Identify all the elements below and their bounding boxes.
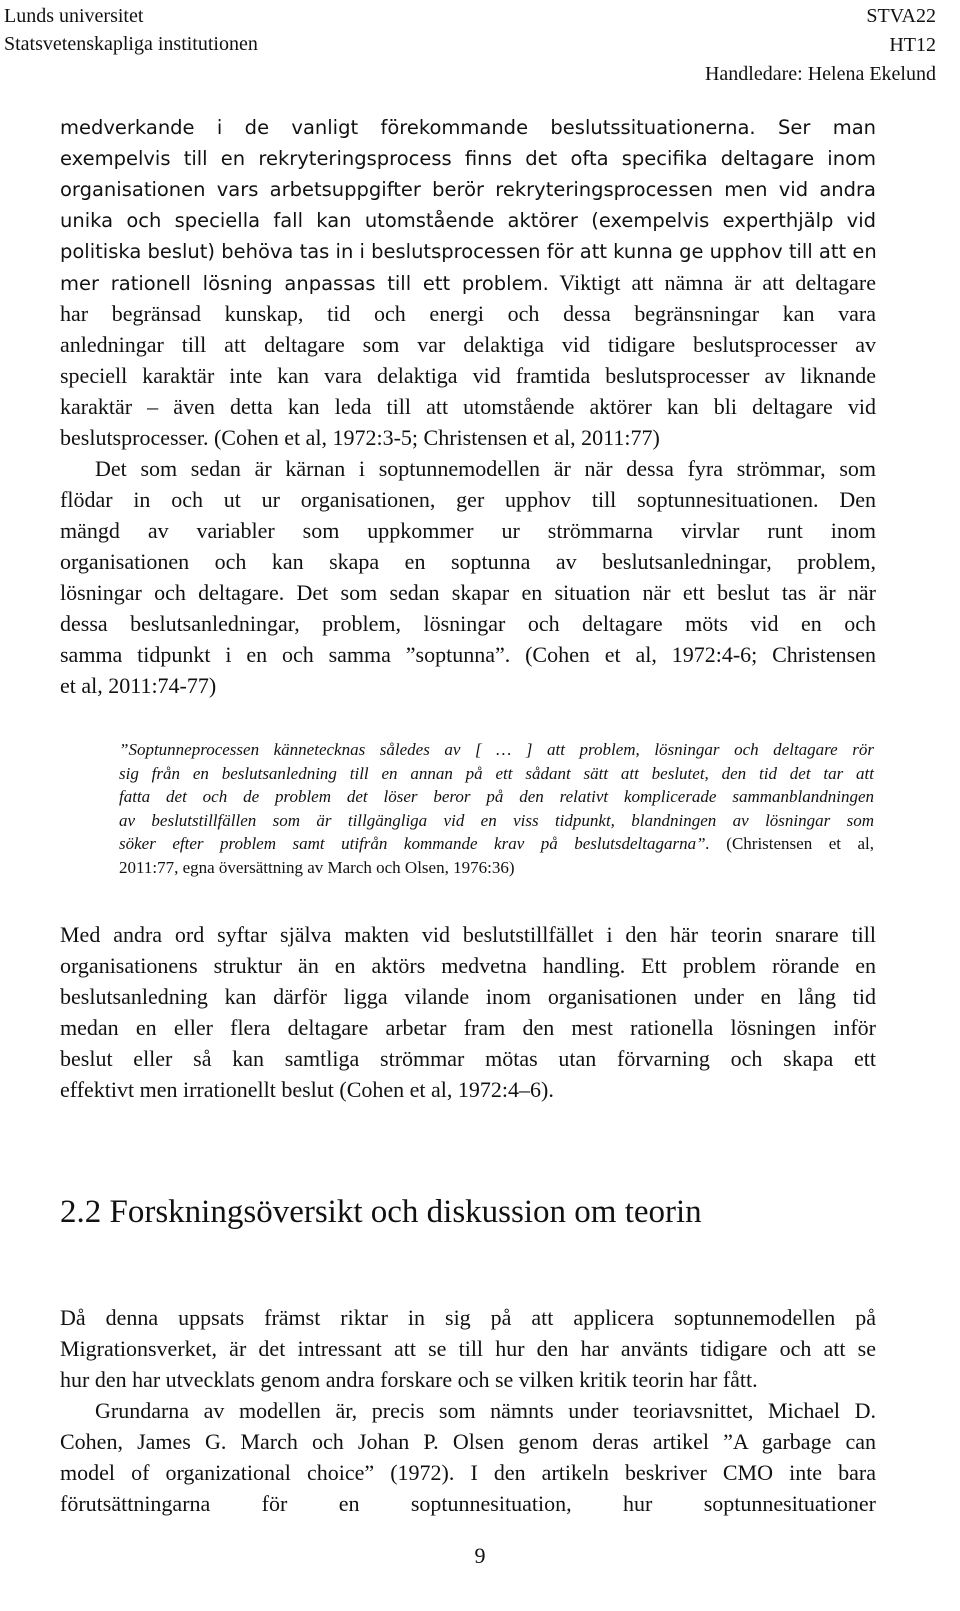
text-line: effektivt men irrationellt beslut (Cohen et al, 1972:4–6). — [60, 1077, 554, 1102]
text-line: organisationens struktur än en aktörs medvetna handling. Ett problem rörande en — [60, 953, 876, 978]
quote-text: ”Soptunneprocessen kännetecknas således av [ … ] att problem, lösningar och deltagare rör — [119, 740, 874, 759]
text-line: et al, 2011:74-77) — [60, 673, 217, 698]
text-line: unika och speciella fall kan utomstående aktörer (exempelvis experthjälp vid — [60, 209, 876, 232]
text-line: samma tidpunkt i en och samma ”soptunna”. (Cohen et al, 1972:4-6; Christensen — [60, 642, 876, 667]
paragraph-1 — [60, 112, 876, 453]
department-name: Statsvetenskapliga institutionen — [4, 33, 258, 55]
text-line: mängd av variabler som uppkommer ur strömmarna virvlar runt inom — [60, 518, 876, 543]
paragraph-5 — [60, 1395, 876, 1519]
quote-text: av beslutstillfällen som är tillgängliga vid en viss tidpunkt, blandningen av lösningar som — [119, 810, 874, 830]
page-number: 9 — [474, 1543, 486, 1568]
quote-line — [119, 785, 874, 809]
quote-line — [119, 738, 874, 762]
block-quote — [119, 738, 874, 879]
header-right — [705, 2, 936, 89]
text-line: Migrationsverket, är det intressant att se till hur den har använts tidigare och att se — [60, 1336, 876, 1361]
text-line: Med andra ord syftar själva makten vid beslutstillfället i den här teorin snarare till — [60, 922, 876, 947]
text-line: beslut eller så kan samtliga strömmar mötas utan förvarning och skapa ett — [60, 1046, 876, 1071]
quote-line — [119, 809, 874, 833]
text-line: speciell karaktär inte kan vara delaktiga vid framtida beslutsprocesser av liknande — [60, 363, 876, 388]
section-heading: 2.2 Forskningsöversikt och diskussion om teorin — [60, 1194, 702, 1230]
text-line: beslutsanledning kan därför ligga vilande inom organisationen under en lång tid — [60, 984, 876, 1009]
text-line: Då denna uppsats främst riktar in sig på att applicera soptunnemodellen på — [60, 1305, 876, 1330]
text-line: exempelvis till en rekryteringsprocess finns det ofta specifika deltagare inom — [60, 147, 876, 170]
header-left — [4, 2, 258, 58]
text-line: politiska beslut) behöva tas in i beslutsprocessen för att kunna ge upphov till att en — [60, 240, 877, 263]
term: HT12 — [889, 34, 936, 56]
text-line: flödar in och ut ur organisationen, ger upphov till soptunnesituationen. Den — [60, 487, 876, 512]
text-segment-serif: Viktigt att nämna är att deltagare — [548, 270, 876, 295]
text-line: organisationen och kan skapa en soptunna av beslutsanledningar, problem, — [60, 549, 876, 574]
text-line: organisationen vars arbetsuppgifter berör rekryteringsprocessen men vid andra — [60, 178, 876, 201]
quote-text: söker efter problem samt utifrån kommande krav på beslutsdeltagarna”. — [119, 834, 710, 853]
quote-line — [119, 762, 874, 786]
supervisor: Handledare: Helena Ekelund — [704, 63, 936, 85]
quote-citation: (Christensen et al, — [709, 834, 874, 853]
quote-text: fatta det och de problem det löser beror på den relativt komplicerade sammanblandningen — [119, 787, 874, 806]
text-line: anledningar till att deltagare som var delaktiga vid tidigare beslutsprocesser av — [60, 332, 876, 357]
text-line: har begränsad kunskap, tid och energi och dessa begränsningar kan vara — [60, 301, 876, 326]
university-name: Lunds universitet — [4, 5, 144, 27]
paragraph-3 — [60, 919, 876, 1105]
page-header — [0, 0, 960, 100]
quote-line — [119, 832, 874, 856]
text-line-mixed — [60, 267, 876, 298]
document-body — [60, 112, 876, 1519]
text-line: förutsättningarna för en soptunnesituation, hur soptunnesituationer — [60, 1491, 876, 1516]
paragraph-2 — [60, 453, 876, 701]
paragraph-4 — [60, 1302, 876, 1395]
quote-citation-line: 2011:77, egna översättning av March och Olsen, 1976:36) — [119, 857, 515, 877]
text-line: Det som sedan är kärnan i soptunnemodellen är när dessa fyra strömmar, som — [95, 456, 876, 481]
text-line: beslutsprocesser. (Cohen et al, 1972:3-5; Christensen et al, 2011:77) — [60, 425, 660, 450]
text-line: Grundarna av modellen är, precis som nämnts under teoriavsnittet, Michael D. — [95, 1398, 876, 1423]
text-line: medverkande i de vanligt förekommande beslutssituationerna. Ser man — [60, 116, 876, 139]
text-line: lösningar och deltagare. Det som sedan skapar en situation när ett beslut tas är när — [60, 580, 876, 605]
text-line: karaktär – även detta kan leda till att utomstående aktörer kan bli deltagare vid — [60, 394, 876, 419]
text-line: hur den har utvecklats genom andra forskare och se vilken kritik teorin har fått. — [60, 1367, 758, 1392]
text-line: Cohen, James G. March och Johan P. Olsen genom deras artikel ”A garbage can — [60, 1429, 876, 1454]
course-code: STVA22 — [866, 5, 936, 27]
text-segment-sans: mer rationell lösning anpassas till ett problem. — [60, 272, 549, 295]
text-line: medan en eller flera deltagare arbetar fram den mest rationella lösningen inför — [60, 1015, 876, 1040]
text-line: dessa beslutsanledningar, problem, lösningar och deltagare möts vid en och — [60, 611, 876, 636]
text-line: model of organizational choice” (1972). I den artikeln beskriver CMO inte bara — [60, 1460, 876, 1485]
quote-text: sig från en beslutsanledning till en annan på ett sådant sätt att beslutet, den tid det tar att — [119, 763, 874, 783]
